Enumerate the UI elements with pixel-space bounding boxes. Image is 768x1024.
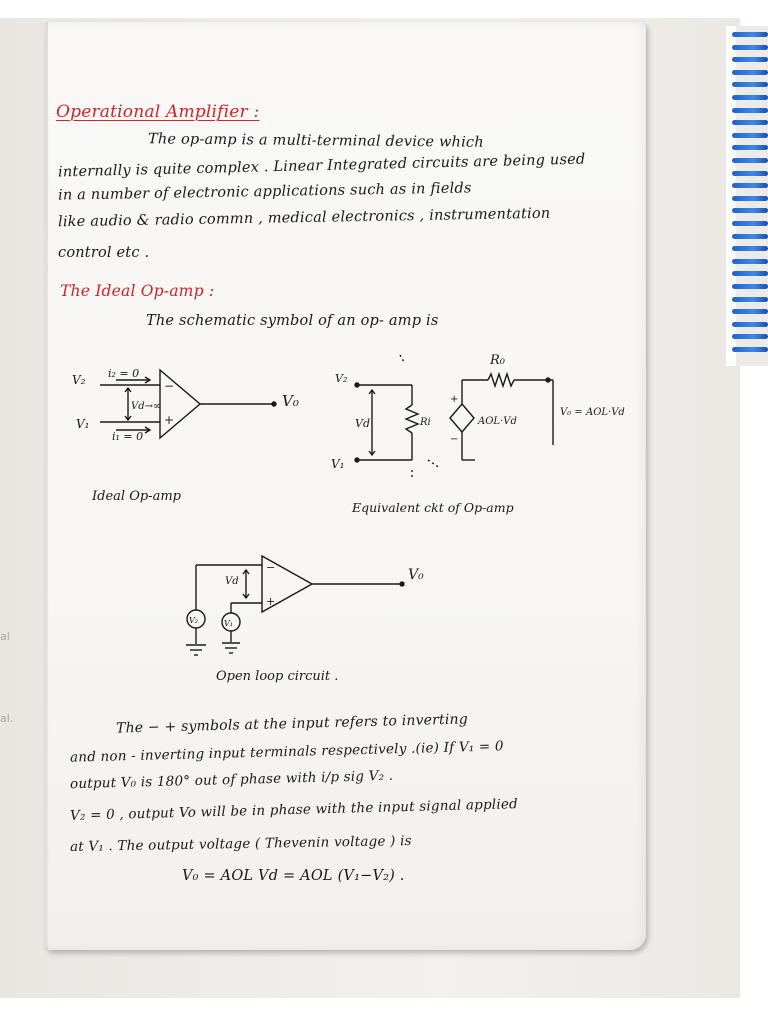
ol-minus-label: − [266,561,276,574]
ideal-v1-label: V₁ [76,417,90,431]
intro-line-5: control etc . [58,245,150,261]
eq-source-label: AOL·Vd [478,416,517,427]
eq-v1-node [355,458,359,462]
explanation-line-1: The − + symbols at the input refers to inverting [115,711,469,737]
ol-output-node [400,582,404,586]
ideal-vo-label: V₀ [282,392,299,410]
ideal-plus-label: + [164,413,175,427]
ideal-vd-label: Vd→∞ [131,401,162,412]
edge-mark-2: al. [0,712,14,725]
eq-vo-label: V₀ = AOL·Vd [560,407,625,418]
edge-mark-1: al [0,630,10,643]
ol-v2-label: V₂ [189,616,198,625]
eq-ri-label: Ri [420,417,431,428]
ideal-output-node [272,402,276,406]
ol-vd-label: Vd [225,576,239,587]
intro-line-4: like audio & radio commn , medical electronics , instrumentation [57,205,551,231]
eq-vd-label: Vd [355,417,370,430]
eq-minus-label: − [450,434,459,445]
intro-line-3: in a number of electronic applications such as in fields [57,180,472,204]
ideal-minus-label: − [164,379,175,393]
eq-ro-resistor [488,374,514,386]
eq-v2-label: V₂ [335,372,348,385]
eq-caption: Equivalent ckt of Op-amp [352,500,514,515]
eq-v1-label: V₁ [331,457,345,471]
schematic-line: The schematic symbol of an op- amp is [146,313,439,329]
explanation-line-3: output V₀ is 180° out of phase with i/p sig V₂ . [69,767,394,793]
ideal-i2-label: i₂ = 0 [108,367,140,380]
eq-output-node [546,378,550,382]
eq-dash-2 [428,460,440,468]
intro-line-1: The op-amp is a multi-terminal device which [147,131,484,151]
ol-vo-label: V₀ [408,567,424,583]
eq-plus-label: + [450,394,459,405]
explanation-line-2: and non - inverting input terminals respectively .(ie) If V₁ = 0 [69,738,504,766]
output-equation: V₀ = AOL Vd = AOL (V₁−V₂) . [182,868,405,884]
ol-plus-label: + [266,595,276,608]
eq-dependent-source [450,404,474,432]
subheading: The Ideal Op-amp : [60,282,215,300]
eq-dash-1 [400,355,404,362]
intro-line-2: internally is quite complex . Linear Integrated circuits are being used [57,151,586,181]
ideal-v2-label: V₂ [72,373,86,387]
ideal-caption: Ideal Op-amp [92,489,181,504]
eq-v2-node [355,383,359,387]
eq-ri-resistor [406,405,418,433]
explanation-line-5: at V₁ . The output voltage ( Thevenin voltage ) is [69,833,412,855]
explanation-line-4: V₂ = 0 , output Vo will be in phase with the input signal applied [69,796,519,824]
ol-caption: Open loop circuit . [216,669,339,684]
heading: Operational Amplifier : [56,102,260,122]
ideal-i1-label: i₁ = 0 [112,430,144,443]
ol-v1-label: V₁ [224,619,233,628]
eq-ro-label: R₀ [490,353,505,368]
